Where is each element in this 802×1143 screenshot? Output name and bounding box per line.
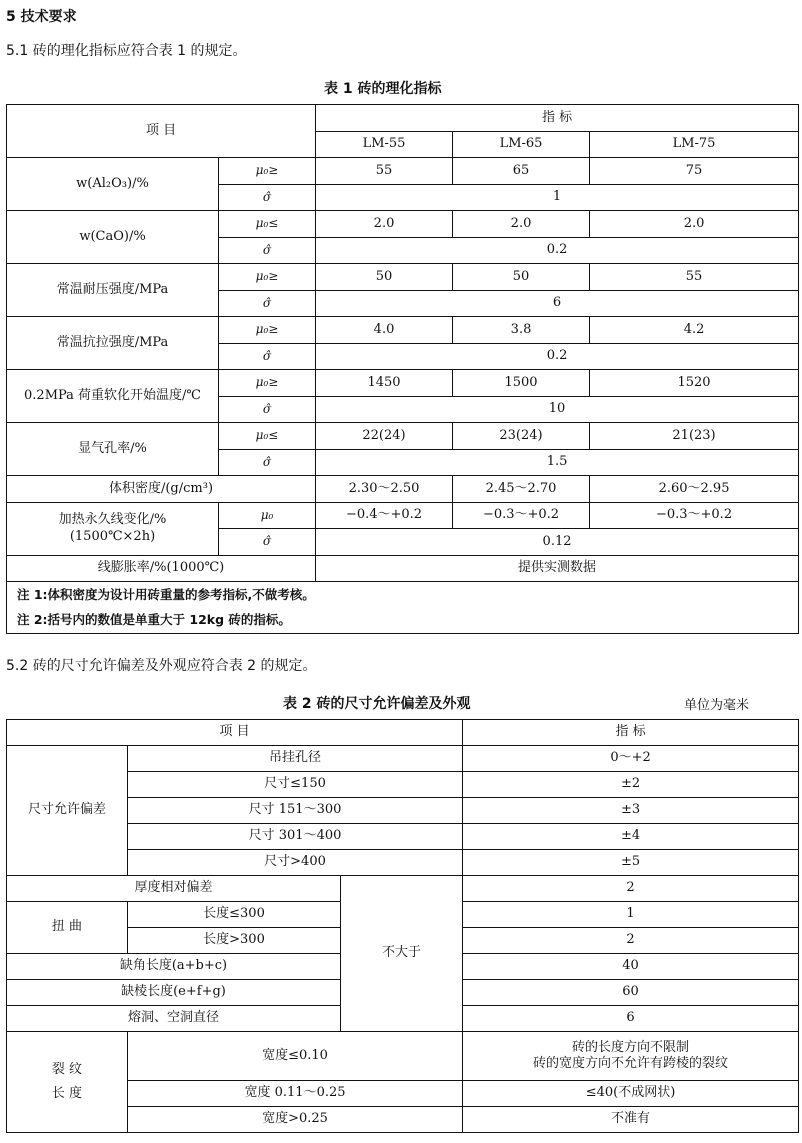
t1-cell: 21(23) — [590, 423, 799, 450]
t2-label: 吊挂孔径 — [128, 746, 463, 772]
t2-warp-group: 扭 曲 — [7, 902, 128, 954]
t1-sigma-value: 1.5 — [316, 449, 799, 476]
t1-cell: 1520 — [590, 370, 799, 397]
t1-header-index: 指 标 — [316, 105, 799, 132]
t2-value: ±5 — [463, 850, 799, 876]
t1-row-name: 常温耐压强度/MPa — [7, 264, 219, 317]
t2-edge-label: 缺棱长度(e+f+g) — [7, 980, 341, 1006]
t2-label: 长度>300 — [128, 928, 341, 954]
t2-crack-group-line2: 长 度 — [51, 1086, 83, 1101]
t1-cell: 50 — [453, 264, 590, 291]
t1-mu-label: μ₀≥ — [219, 264, 316, 291]
t1-cell: 23(24) — [453, 423, 590, 450]
t2-not-more: 不大于 — [341, 876, 463, 1032]
t1-cell: 2.0 — [590, 211, 799, 238]
t1-expansion-value: 提供实测数据 — [316, 555, 799, 582]
t2-value: 40 — [463, 954, 799, 980]
t1-cell: 2.30～2.50 — [316, 476, 453, 503]
t2-label: 宽度>0.25 — [128, 1107, 463, 1133]
t2-label: 尺寸 151～300 — [128, 798, 463, 824]
t1-pcl-name — [7, 502, 219, 555]
t2-label: 长度≤300 — [128, 902, 341, 928]
t2-value: 2 — [463, 876, 799, 902]
t1-sigma-value: 0.2 — [316, 343, 799, 370]
t1-mu-label: μ₀≥ — [219, 370, 316, 397]
t1-sigma-label: σ̂ — [219, 184, 316, 211]
t2-value: ±2 — [463, 772, 799, 798]
t1-expansion-name: 线膨胀率/%(1000℃) — [7, 555, 316, 582]
t1-cell: −0.4～+0.2 — [316, 502, 453, 529]
section-heading: 5 技术要求 — [6, 9, 77, 25]
t2-value: ±4 — [463, 824, 799, 850]
t1-header-item: 项 目 — [7, 105, 316, 158]
t1-row-name: w(Al₂O₃)/% — [7, 158, 219, 211]
t1-cell: 4.0 — [316, 317, 453, 344]
t2-thickness-label: 厚度相对偏差 — [7, 876, 341, 902]
t1-sigma-label: σ̂ — [219, 396, 316, 423]
t1-cell: −0.3～+0.2 — [590, 502, 799, 529]
t2-size-dev-group: 尺寸允许偏差 — [7, 746, 128, 876]
t2-label: 尺寸>400 — [128, 850, 463, 876]
t2-label: 尺寸≤150 — [128, 772, 463, 798]
t2-header-item: 项 目 — [7, 720, 463, 746]
t1-sigma-value: 0.12 — [316, 529, 799, 556]
t2-label: 尺寸 301～400 — [128, 824, 463, 850]
t1-sigma-label: σ̂ — [219, 343, 316, 370]
table2 — [6, 719, 799, 1133]
t1-sigma-label: σ̂ — [219, 449, 316, 476]
t1-mu-label: μ₀≥ — [219, 317, 316, 344]
t1-sigma-label: σ̂ — [219, 529, 316, 556]
t1-row-name: 显气孔率/% — [7, 423, 219, 476]
t2-value: 6 — [463, 1006, 799, 1032]
table2-unit: 单位为毫米 — [684, 698, 750, 713]
t1-density-name: 体积密度/(g/cm³) — [7, 476, 316, 503]
t1-row-name: w(CaO)/% — [7, 211, 219, 264]
t1-grade: LM-55 — [316, 131, 453, 158]
t2-value: 0～+2 — [463, 746, 799, 772]
t1-pcl-name-line2: (1500℃×2h) — [69, 528, 156, 544]
t2-value: 2 — [463, 928, 799, 954]
t1-sigma-value: 6 — [316, 290, 799, 317]
t1-note: 注 1:体积密度为设计用砖重量的参考指标,不做考核。 — [7, 582, 799, 608]
t1-cell: 50 — [316, 264, 453, 291]
t1-cell: 1450 — [316, 370, 453, 397]
t1-mu-label: μ₀ — [219, 502, 316, 529]
t1-cell: 3.8 — [453, 317, 590, 344]
table2-title: 表 2 砖的尺寸允许偏差及外观 — [283, 696, 471, 712]
t2-crack-value-line2: 砖的宽度方向不允许有跨棱的裂纹 — [533, 1056, 729, 1071]
t2-crack-group-line1: 裂 纹 — [51, 1061, 83, 1077]
t1-cell: 2.60～2.95 — [590, 476, 799, 503]
t1-note: 注 2:括号内的数值是单重大于 12kg 砖的指标。 — [7, 608, 799, 634]
t1-sigma-value: 1 — [316, 184, 799, 211]
t2-value: 60 — [463, 980, 799, 1006]
t1-row-name: 0.2MPa 荷重软化开始温度/℃ — [7, 370, 219, 423]
t1-cell: 2.0 — [453, 211, 590, 238]
t2-crack-value-line1: 砖的长度方向不限制 — [572, 1039, 690, 1055]
t2-corner-label: 缺角长度(a+b+c) — [7, 954, 341, 980]
t1-sigma-value: 10 — [316, 396, 799, 423]
t2-value: ±3 — [463, 798, 799, 824]
t1-cell: 65 — [453, 158, 590, 185]
t2-header-index: 指 标 — [463, 720, 799, 746]
t2-value: 不准有 — [463, 1107, 799, 1133]
t1-cell: 55 — [590, 264, 799, 291]
t1-sigma-label: σ̂ — [219, 237, 316, 264]
t1-grade: LM-75 — [590, 131, 799, 158]
t1-cell: −0.3～+0.2 — [453, 502, 590, 529]
t1-cell: 75 — [590, 158, 799, 185]
paragraph-5-1: 5.1 砖的理化指标应符合表 1 的规定。 — [6, 43, 247, 59]
t2-value: ≤40(不成网状) — [463, 1081, 799, 1107]
t2-crack-group — [7, 1032, 128, 1133]
t1-mu-label: μ₀≤ — [219, 423, 316, 450]
t2-holes-label: 熔洞、空洞直径 — [7, 1006, 341, 1032]
t2-value: 1 — [463, 902, 799, 928]
t1-row-name: 常温抗拉强度/MPa — [7, 317, 219, 370]
t1-pcl-name-line1: 加热永久线变化/% — [58, 512, 167, 528]
table1-title: 表 1 砖的理化指标 — [324, 81, 442, 97]
t1-mu-label: μ₀≤ — [219, 211, 316, 238]
t1-sigma-label: σ̂ — [219, 290, 316, 317]
table1 — [6, 104, 799, 634]
t2-crack-value — [463, 1032, 799, 1081]
t1-cell: 22(24) — [316, 423, 453, 450]
t1-mu-label: μ₀≥ — [219, 158, 316, 185]
t1-cell: 4.2 — [590, 317, 799, 344]
t1-cell: 55 — [316, 158, 453, 185]
t1-grade: LM-65 — [453, 131, 590, 158]
t2-label: 宽度≤0.10 — [128, 1032, 463, 1081]
t1-cell: 1500 — [453, 370, 590, 397]
t1-cell: 2.45～2.70 — [453, 476, 590, 503]
t2-label: 宽度 0.11～0.25 — [128, 1081, 463, 1107]
t1-sigma-value: 0.2 — [316, 237, 799, 264]
t1-cell: 2.0 — [316, 211, 453, 238]
paragraph-5-2: 5.2 砖的尺寸允许偏差及外观应符合表 2 的规定。 — [6, 658, 317, 674]
